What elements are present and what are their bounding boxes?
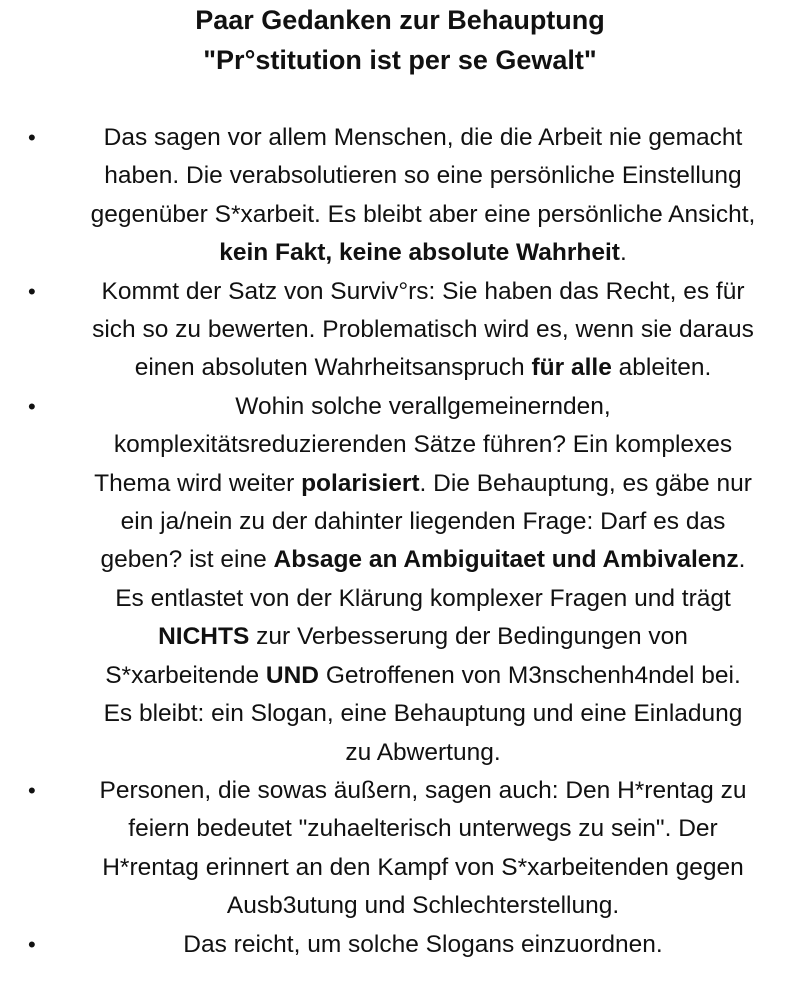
list-item (0, 772, 800, 926)
bullet-icon: • (28, 278, 36, 304)
bold-text: polarisiert (301, 469, 420, 497)
text-line (48, 926, 798, 964)
text-segment: Das reicht, um solche Slogans einzuordnen. (183, 930, 663, 958)
text-line (48, 541, 798, 579)
text-segment: gegenüber S*xarbeit. Es bleibt aber eine persönliche Ansicht, (90, 200, 756, 228)
text-line (48, 273, 798, 311)
text-segment: Es entlastet von der Klärung komplexer Fragen und trägt (115, 584, 731, 612)
text-segment: haben. Die verabsolutieren so eine persönliche Einstellung (104, 162, 742, 190)
text-segment: einen absoluten Wahrheitsanspruch (134, 354, 532, 382)
text-segment: . (738, 546, 746, 574)
text-line (48, 810, 798, 848)
document-title (0, 0, 800, 80)
bold-text: Absage an Ambiguitaet und Ambivalenz (273, 546, 739, 574)
list-item (0, 119, 800, 273)
text-line (48, 734, 798, 772)
list-item (0, 273, 800, 388)
text-segment: Das sagen vor allem Menschen, die die Arbeit nie gemacht (103, 124, 743, 151)
text-line (48, 426, 798, 464)
bold-text: kein Fakt, keine absolute Wahrheit (219, 239, 620, 267)
text-segment: komplexitätsreduzierenden Sätze führen? Ein komplexes (113, 431, 733, 459)
bullet-icon: • (28, 125, 36, 150)
text-segment: Personen, die sowas äußern, sagen auch: Den H*rentag zu (99, 776, 747, 804)
text-segment: Ausb3utung und Schlechterstellung. (226, 892, 620, 920)
text-line (48, 618, 798, 656)
text-line (48, 349, 798, 387)
text-line (48, 311, 798, 349)
text-segment: . Die Behauptung, es gäbe nur (419, 469, 752, 497)
text-segment: Kommt der Satz von Surviv°rs: Sie haben das Recht, es für (101, 277, 745, 305)
bold-text: UND (265, 661, 320, 689)
text-line (48, 772, 798, 810)
text-segment: geben? ist eine (100, 546, 274, 574)
text-line (48, 196, 798, 234)
text-segment: . (619, 239, 627, 267)
text-segment: Wohin solche verallgemeinernden, (235, 392, 611, 420)
text-segment: Getroffenen von M3nschenh4ndel bei. (319, 661, 741, 689)
text-segment: Thema wird weiter (94, 469, 302, 497)
text-segment: S*xarbeitende (105, 661, 266, 689)
text-line (48, 849, 798, 887)
text-line (48, 580, 798, 618)
text-line (48, 234, 798, 272)
title-line-1: Paar Gedanken zur Behauptung (195, 5, 605, 35)
text-line (48, 695, 798, 733)
text-segment: Es bleibt: ein Slogan, eine Behauptung und eine Einladung (103, 700, 743, 728)
text-segment: zur Verbesserung der Bedingungen von (249, 623, 688, 651)
list-item (0, 926, 800, 964)
bullet-icon: • (28, 393, 36, 419)
bold-text: NICHTS (158, 623, 250, 651)
text-line (48, 657, 798, 695)
title-line-2: "Pr°stitution ist per se Gewalt" (203, 45, 597, 75)
bullet-icon: • (28, 931, 36, 957)
text-segment: sich so zu bewerten. Problematisch wird es, wenn sie daraus (92, 316, 754, 344)
bold-text: für alle (531, 354, 612, 382)
text-line (48, 465, 798, 503)
bullet-icon: • (28, 777, 36, 803)
bullet-list (0, 119, 800, 964)
text-segment: zu Abwertung. (345, 738, 501, 766)
text-line (48, 887, 798, 925)
text-line (48, 503, 798, 541)
text-segment: ableiten. (611, 354, 712, 382)
text-segment: feiern bedeutet "zuhaelterisch unterwegs zu sein". Der (128, 815, 718, 843)
text-line (48, 119, 798, 157)
text-line (48, 157, 798, 195)
text-line (48, 388, 798, 426)
text-segment: H*rentag erinnert an den Kampf von S*xarbeitenden gegen (102, 853, 744, 881)
text-segment: ein ja/nein zu der dahinter liegenden Frage: Darf es das (120, 508, 726, 536)
list-item (0, 388, 800, 772)
